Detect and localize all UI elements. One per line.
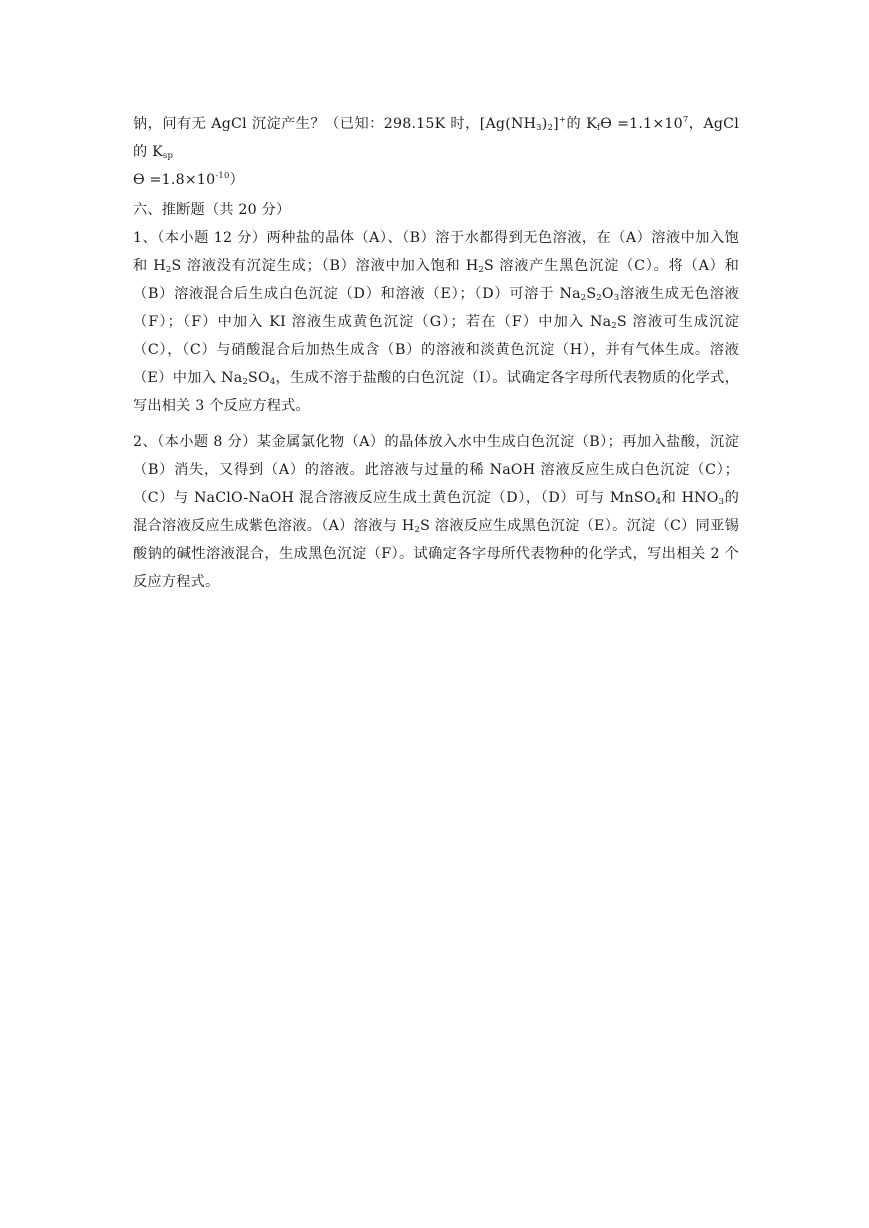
problem-text: SO — [248, 370, 270, 386]
continuation-text: 的 K — [566, 116, 597, 132]
problem-text: ，生成不溶于盐酸的白色沉淀（I）。试确定各字母所代表物质的化学式，写出相关 3 个反应方程式。 — [133, 370, 740, 414]
subscript: 3 — [613, 293, 620, 303]
problem-text: 的混合溶液反应生成紫色溶液。（A）溶液与 H — [133, 490, 739, 534]
continuation-text: ) — [541, 116, 548, 132]
problem-text: 2、（本小题 8 分）某金属氯化物（A）的晶体放入水中生成白色沉淀（B）；再加入盐酸，沉淀（B）消失，又得到（A）的溶液。此溶液与过量的稀 NaOH 溶液反应生成白色沉淀（C）；（C）与 NaClO-NaOH 混合溶液反应生成土黄色沉淀（D），（D）可与 MnSO — [133, 434, 739, 506]
subscript: 2 — [596, 293, 602, 303]
subscript: 2 — [478, 265, 485, 275]
subscript: 2 — [580, 293, 587, 303]
subscript: 2 — [165, 265, 172, 275]
continuation-text: ，AgCl 的 K — [133, 116, 739, 160]
problem-1-text — [133, 224, 739, 420]
problem-2 — [133, 428, 739, 596]
continuation-text: ] — [553, 116, 559, 132]
superscript: 7 — [682, 115, 689, 125]
problem-text: S 溶液反应生成黑色沉淀（E）。沉淀（C）同亚锡酸钠的碱性溶液混合，生成黑色沉淀（F）。试确定各字母所代表物种的化学式，写出相关 2 个反应方程式。 — [133, 518, 739, 590]
problem-2-text — [133, 428, 739, 596]
section-title: 六、推断题（共 20 分） — [133, 202, 291, 218]
continuation-paragraph — [133, 110, 739, 194]
subscript: 2 — [242, 377, 249, 387]
continuation-text: ϴ =1.1×10 — [600, 116, 683, 132]
subscript: 3 — [536, 123, 542, 133]
problem-text: 1、（本小题 12 分）两种盐的晶体（A）、（B）溶于水都得到无色溶液，在（A）溶液中加入饱和 H — [133, 230, 739, 274]
subscript: 2 — [414, 525, 421, 535]
previous-question-continuation — [133, 110, 739, 194]
superscript: -10 — [215, 171, 230, 181]
subscript: 4 — [655, 497, 662, 507]
superscript: + — [558, 115, 567, 125]
subscript: 3 — [718, 497, 725, 507]
problem-1 — [133, 224, 739, 420]
problem-text: O — [601, 286, 614, 302]
subscript: 2 — [611, 321, 617, 331]
subscript: 2 — [547, 123, 554, 133]
continuation-text: 钠，问有无 AgCl 沉淀产生？（已知：298.15K 时，[Ag(NH — [133, 116, 537, 132]
problem-text: S 溶液没有沉淀生成；（B）溶液中加入饱和 H — [171, 258, 479, 274]
problem-text: S 溶液可生成沉淀（C），（C）与硝酸混合后加热生成含（B）的溶液和淡黄色沉淀（H），并有气体生成。溶液（E）中加入 Na — [133, 314, 740, 386]
subscript: sp — [162, 151, 174, 161]
continuation-text: ） — [229, 172, 245, 188]
problem-text: S — [586, 286, 597, 302]
section-heading — [133, 196, 739, 224]
problem-text: 溶液生成无色溶液（F）；（F）中加入 KI 溶液生成黄色沉淀（G）；若在（F）中加入 Na — [133, 286, 739, 330]
continuation-text: ϴ =1.8×10 — [133, 172, 216, 188]
subscript: 4 — [269, 377, 276, 387]
problem-text: S 溶液产生黑色沉淀（C）。将（A）和（B）溶液混合后生成白色沉淀（D）和溶液（E）；（D）可溶于 Na — [133, 258, 740, 302]
problem-text: 和 HNO — [661, 490, 719, 506]
subscript: f — [596, 123, 601, 133]
